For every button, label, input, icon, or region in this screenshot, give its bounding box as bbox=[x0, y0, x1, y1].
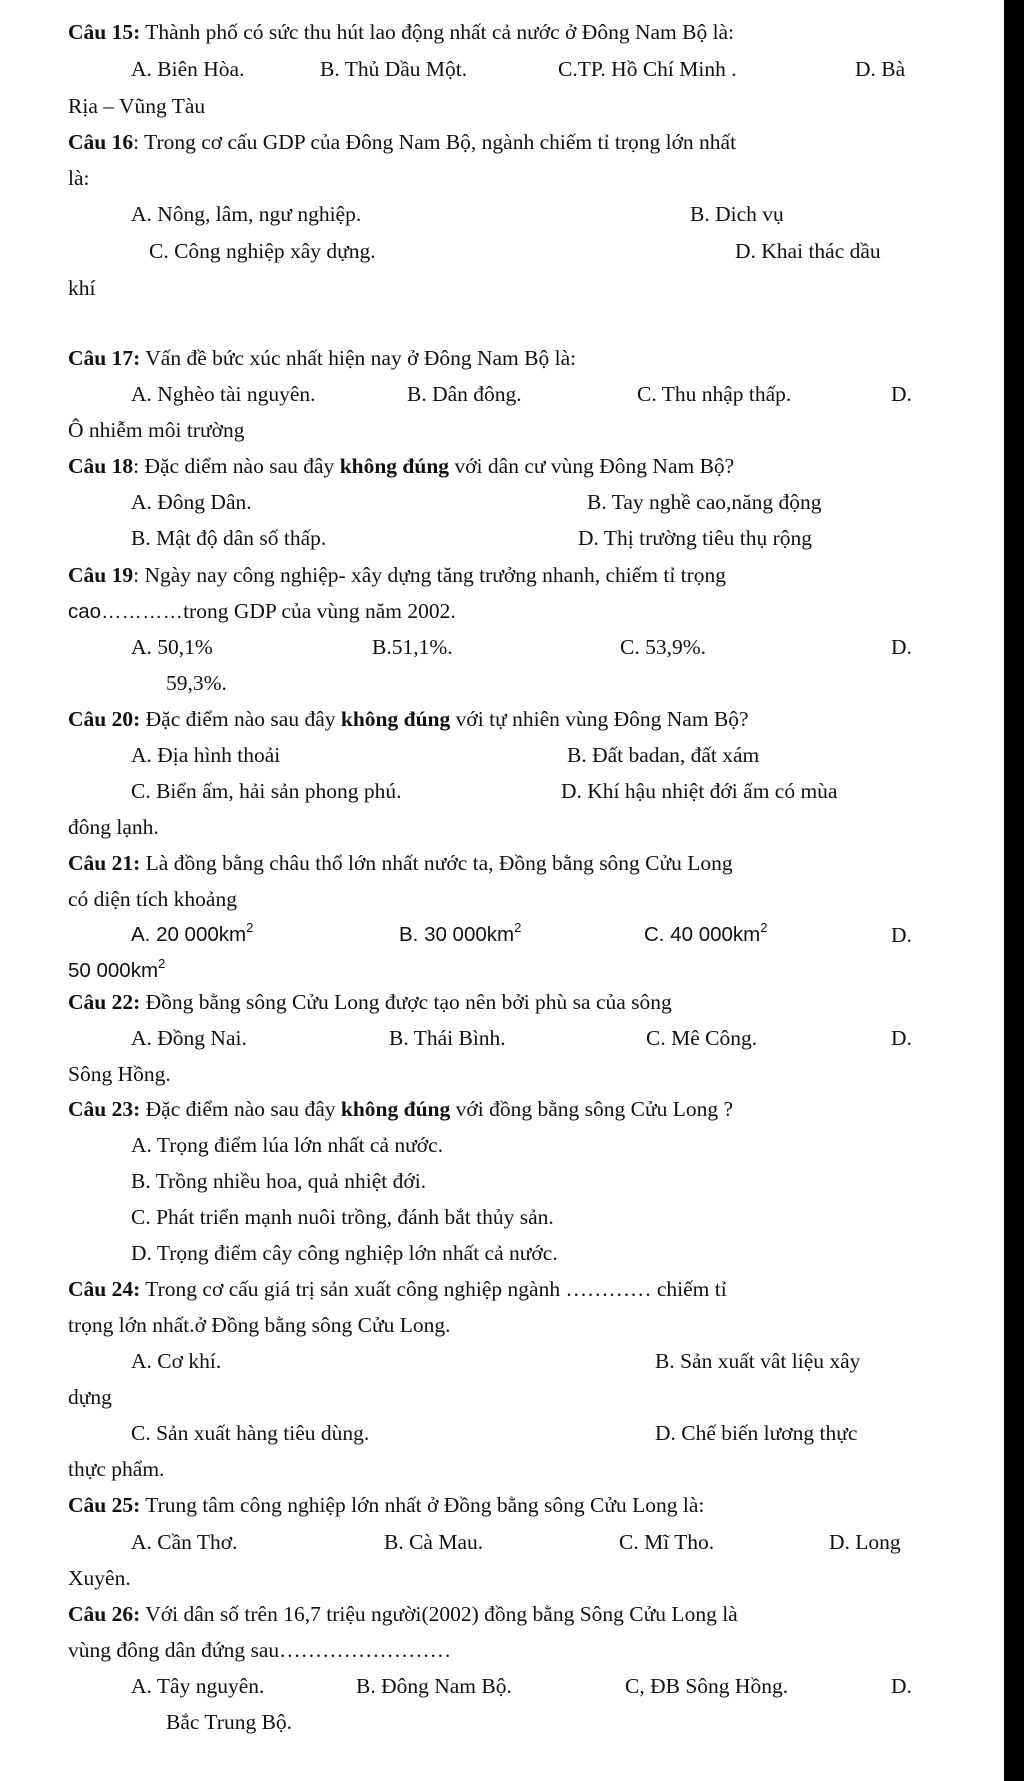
q16-option-c: C. Công nghiệp xây dựng. bbox=[149, 239, 376, 263]
q25-option-d-cont: Xuyên. bbox=[68, 1566, 131, 1590]
q25-option-b: B. Cà Mau. bbox=[384, 1530, 484, 1554]
q26-number: Câu 26: bbox=[68, 1602, 141, 1626]
right-edge-border bbox=[1004, 0, 1024, 1781]
q22-options-cont bbox=[0, 1056, 1004, 1092]
q18-stem-bold: không đúng bbox=[339, 454, 450, 478]
q21-options bbox=[0, 917, 1004, 953]
q21-option-d-cont: 50 000km bbox=[68, 959, 159, 982]
q23-row-b bbox=[0, 1163, 1004, 1199]
q19-stem-cont-a: cao………… bbox=[68, 600, 184, 623]
q16-stem-text: : Trong cơ cấu GDP của Đông Nam Bộ, ngành chiếm tỉ trọng lớn nhất bbox=[133, 130, 737, 154]
q18-options-ab bbox=[0, 484, 1004, 520]
q24-option-d-cont: thực phẩm. bbox=[68, 1457, 165, 1481]
q24-stem-cont bbox=[0, 1307, 1004, 1343]
q22-option-d: D. bbox=[891, 1026, 912, 1050]
q21-option-b-sup: 2 bbox=[514, 920, 522, 935]
q21-option-c-sup: 2 bbox=[760, 920, 768, 935]
q22-number: Câu 22: bbox=[68, 990, 141, 1014]
q24-option-b-cont: dựng bbox=[68, 1385, 112, 1409]
q17-option-b: B. Dân đông. bbox=[407, 382, 522, 406]
q16-option-d-cont: khí bbox=[68, 276, 96, 300]
q22-option-b: B. Thái Bình. bbox=[389, 1026, 506, 1050]
q19-option-d-cont: 59,3%. bbox=[166, 671, 227, 695]
q26-stem bbox=[0, 1596, 1004, 1632]
q18-number: Câu 18 bbox=[68, 454, 134, 478]
q23-stem bbox=[0, 1091, 1004, 1127]
q18-stem-pre: : Đặc diểm nào sau đây bbox=[133, 454, 340, 478]
q17-stem bbox=[0, 340, 1004, 376]
q23-option-d: D. Trọng điểm cây công nghiệp lớn nhất cả nước. bbox=[131, 1241, 558, 1265]
q20-options-cont bbox=[0, 809, 1004, 845]
q23-stem-post: với đồng bằng sông Cửu Long ? bbox=[450, 1097, 734, 1121]
q22-options bbox=[0, 1020, 1004, 1056]
q21-option-b: B. 30 000km bbox=[399, 923, 515, 946]
q15-stem bbox=[0, 14, 1004, 50]
q23-stem-pre: Đặc điểm nào sau đây bbox=[140, 1097, 341, 1121]
q25-option-c: C. Mĩ Tho. bbox=[619, 1530, 715, 1554]
q20-option-b: B. Đất badan, đất xám bbox=[567, 743, 760, 767]
q17-option-d: D. bbox=[891, 382, 912, 406]
q22-option-a: A. Đồng Nai. bbox=[131, 1026, 247, 1050]
q17-option-d-cont: Ô nhiễm môi trường bbox=[68, 418, 245, 442]
q24-options-ab bbox=[0, 1343, 1004, 1379]
q23-option-a: A. Trọng điểm lúa lớn nhất cả nước. bbox=[131, 1133, 444, 1157]
q22-stem bbox=[0, 984, 1004, 1020]
q20-stem-pre: Đặc điểm nào sau đây bbox=[140, 707, 341, 731]
q25-options-cont bbox=[0, 1560, 1004, 1596]
q25-number: Câu 25: bbox=[68, 1493, 141, 1517]
q20-option-d: D. Khí hậu nhiệt đới ẩm có mùa bbox=[561, 779, 838, 803]
q17-options-cont bbox=[0, 412, 1004, 448]
q20-stem-post: với tự nhiên vùng Đông Nam Bộ? bbox=[450, 707, 749, 731]
q21-stem bbox=[0, 845, 1004, 881]
q19-options-cont bbox=[0, 665, 1004, 701]
q23-row-a bbox=[0, 1127, 1004, 1163]
q18-stem bbox=[0, 448, 1004, 484]
q19-options bbox=[0, 629, 1004, 665]
q16-option-b: B. Dich vụ bbox=[690, 202, 784, 226]
q26-stem-cont bbox=[0, 1632, 1004, 1668]
q22-stem-text: Đồng bằng sông Cửu Long được tạo nên bởi phù sa của sông bbox=[140, 990, 672, 1014]
q20-stem bbox=[0, 701, 1004, 737]
q16-stem-text-cont: là: bbox=[68, 166, 90, 190]
q26-stem-text-cont: vùng đông dân đứng sau…………………… bbox=[68, 1638, 452, 1662]
q19-stem-cont-b: trong GDP của vùng năm 2002. bbox=[183, 599, 456, 623]
q17-option-c: C. Thu nhập thấp. bbox=[637, 382, 792, 406]
q23-row-c bbox=[0, 1199, 1004, 1235]
q15-option-d-cont: Rịa – Vũng Tàu bbox=[68, 94, 206, 118]
q16-stem-cont bbox=[0, 160, 1004, 196]
q16-option-d: D. Khai thác dầu bbox=[735, 239, 881, 263]
q20-option-c: C. Biển ấm, hải sản phong phú. bbox=[131, 779, 402, 803]
q18-option-c: B. Mật độ dân số thấp. bbox=[131, 526, 327, 550]
q24-options-cd-cont bbox=[0, 1451, 1004, 1487]
q15-number: Câu 15: bbox=[68, 20, 141, 44]
q18-stem-post: với dân cư vùng Đông Nam Bộ? bbox=[449, 454, 735, 478]
q18-options-cd bbox=[0, 520, 1004, 556]
q16-number: Câu 16 bbox=[68, 130, 134, 154]
q17-option-a: A. Nghèo tài nguyên. bbox=[131, 382, 316, 406]
q24-stem-text: Trong cơ cấu giá trị sản xuất công nghiệp ngành ………… chiếm tỉ bbox=[140, 1277, 727, 1301]
q16-options-cd bbox=[0, 233, 1004, 269]
q19-option-b: B.51,1%. bbox=[372, 635, 453, 659]
q21-option-d: D. bbox=[891, 923, 912, 947]
q16-stem bbox=[0, 124, 1004, 160]
q26-option-d-cont: Bắc Trung Bộ. bbox=[166, 1710, 293, 1734]
q21-stem-text-cont: có diện tích khoảng bbox=[68, 887, 237, 911]
q19-option-d: D. bbox=[891, 635, 912, 659]
q18-option-b: B. Tay nghề cao,năng động bbox=[587, 490, 822, 514]
q19-stem-text: : Ngày nay công nghiệp- xây dựng tăng trưởng nhanh, chiếm tỉ trọng bbox=[133, 563, 727, 587]
q19-number: Câu 19 bbox=[68, 563, 134, 587]
q20-stem-bold: không đúng bbox=[340, 707, 451, 731]
q24-option-d: D. Chế biến lương thực bbox=[655, 1421, 858, 1445]
q23-row-d bbox=[0, 1235, 1004, 1271]
q24-options-ab-cont bbox=[0, 1379, 1004, 1415]
q21-option-a-sup: 2 bbox=[246, 920, 254, 935]
q15-options-cont bbox=[0, 88, 1004, 124]
q26-options bbox=[0, 1668, 1004, 1704]
q17-options bbox=[0, 376, 1004, 412]
q19-option-c: C. 53,9%. bbox=[620, 635, 706, 659]
q23-option-b: B. Trồng nhiều hoa, quả nhiệt đới. bbox=[131, 1169, 427, 1193]
q24-option-b: B. Sản xuất vât liệu xây bbox=[655, 1349, 861, 1373]
q19-stem bbox=[0, 557, 1004, 593]
q26-option-a: A. Tây nguyên. bbox=[131, 1674, 265, 1698]
q23-option-c: C. Phát triển mạnh nuôi trồng, đánh bắt thủy sản. bbox=[131, 1205, 554, 1229]
q25-option-d: D. Long bbox=[829, 1530, 901, 1554]
q15-option-d: D. Bà bbox=[855, 57, 906, 81]
q24-stem bbox=[0, 1271, 1004, 1307]
q26-stem-text: Với dân số trên 16,7 triệu người(2002) đồng bằng Sông Cửu Long là bbox=[140, 1602, 738, 1626]
q22-option-d-cont: Sông Hồng. bbox=[68, 1062, 171, 1086]
q24-options-cd bbox=[0, 1415, 1004, 1451]
q20-number: Câu 20: bbox=[68, 707, 141, 731]
q22-option-c: C. Mê Công. bbox=[646, 1026, 758, 1050]
q20-option-a: A. Địa hình thoải bbox=[131, 743, 281, 767]
q25-options bbox=[0, 1524, 1004, 1560]
q24-stem-text-cont: trọng lớn nhất.ở Đồng bằng sông Cửu Long. bbox=[68, 1313, 451, 1337]
q16-options-cont bbox=[0, 270, 1004, 306]
q19-stem-cont bbox=[0, 593, 1004, 629]
q24-option-c: C. Sản xuất hàng tiêu dùng. bbox=[131, 1421, 370, 1445]
q17-stem-text: Vấn đề bức xúc nhất hiện nay ở Đông Nam Bộ là: bbox=[140, 346, 577, 370]
q19-option-a: A. 50,1% bbox=[131, 635, 213, 659]
q21-number: Câu 21: bbox=[68, 851, 141, 875]
q15-option-b: B. Thủ Dầu Một. bbox=[320, 57, 468, 81]
q26-option-d: D. bbox=[891, 1674, 912, 1698]
q15-options bbox=[0, 51, 1004, 87]
q20-options-ab bbox=[0, 737, 1004, 773]
q18-option-a: A. Đông Dân. bbox=[131, 490, 252, 514]
q16-option-a: A. Nông, lâm, ngư nghiệp. bbox=[131, 202, 362, 226]
q25-option-a: A. Cần Thơ. bbox=[131, 1530, 238, 1554]
q25-stem-text: Trung tâm công nghiệp lớn nhất ở Đồng bằng sông Cửu Long là: bbox=[140, 1493, 705, 1517]
q26-option-b: B. Đông Nam Bộ. bbox=[356, 1674, 512, 1698]
q15-option-a: A. Biên Hòa. bbox=[131, 57, 245, 81]
q23-stem-bold: không đúng bbox=[340, 1097, 451, 1121]
q21-stem-text: Là đồng bằng châu thổ lớn nhất nước ta, Đồng bằng sông Cửu Long bbox=[140, 851, 733, 875]
q25-stem bbox=[0, 1487, 1004, 1523]
q21-option-d-sup: 2 bbox=[158, 956, 166, 971]
q26-option-c: C, ĐB Sông Hồng. bbox=[625, 1674, 789, 1698]
q20-option-d-cont: đông lạnh. bbox=[68, 815, 159, 839]
q21-stem-cont bbox=[0, 881, 1004, 917]
q24-number: Câu 24: bbox=[68, 1277, 141, 1301]
q18-option-d: D. Thị trường tiêu thụ rộng bbox=[578, 526, 813, 550]
q15-option-c: C.TP. Hồ Chí Minh . bbox=[558, 57, 737, 81]
q23-number: Câu 23: bbox=[68, 1097, 141, 1121]
q26-options-cont bbox=[0, 1704, 1004, 1740]
q20-options-cd bbox=[0, 773, 1004, 809]
q24-option-a: A. Cơ khí. bbox=[131, 1349, 222, 1373]
q17-number: Câu 17: bbox=[68, 346, 141, 370]
q21-option-a: A. 20 000km bbox=[131, 923, 247, 946]
q15-stem-text: Thành phố có sức thu hút lao động nhất cả nước ở Đông Nam Bộ là: bbox=[140, 20, 735, 44]
q16-options-ab bbox=[0, 196, 1004, 232]
q21-option-c: C. 40 000km bbox=[644, 923, 761, 946]
